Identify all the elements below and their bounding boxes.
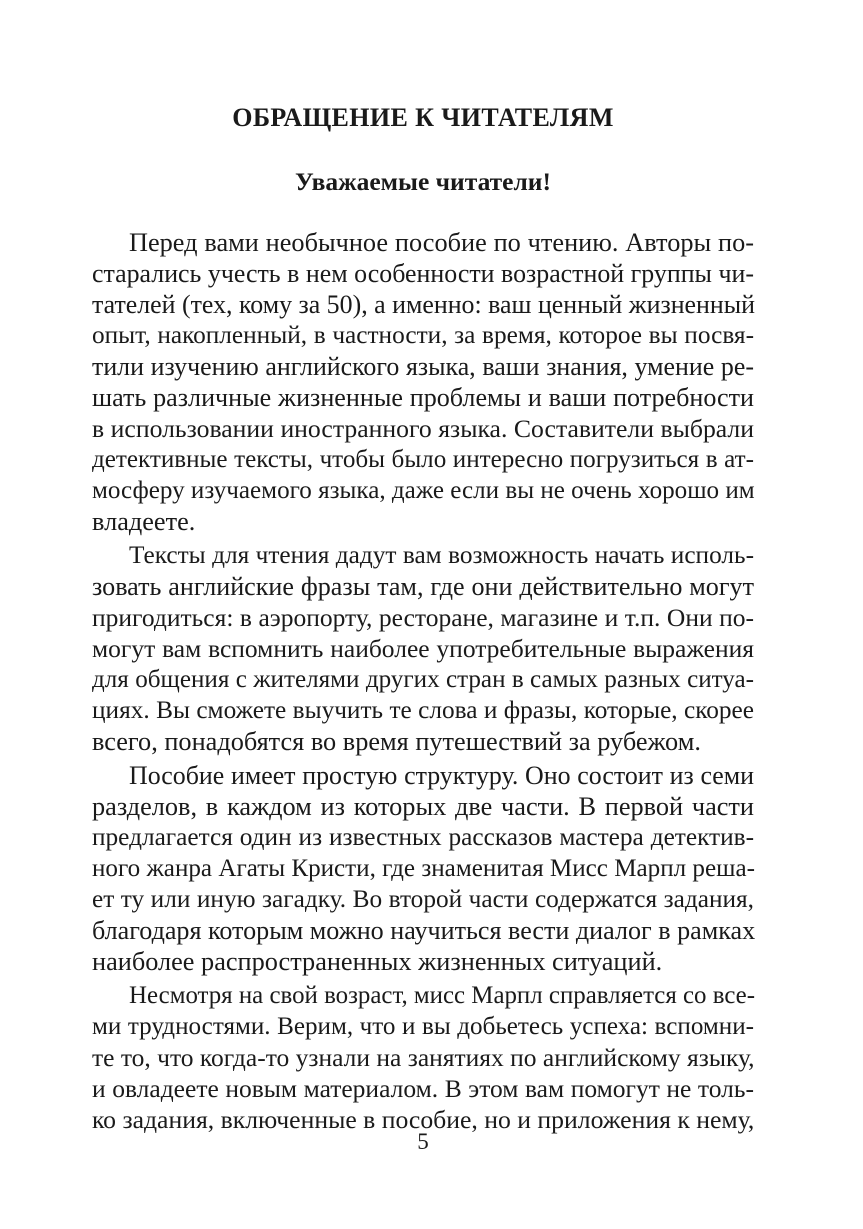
- text-line: ми трудностями. Верим, что и вы добьетесь успеха: вспомни-: [92, 1013, 754, 1040]
- text-line: ет ту или иную загадку. Во второй части содержатся задания,: [92, 885, 754, 913]
- paragraph: [92, 227, 754, 537]
- text-line: Несмотря на свой возраст, мисс Марпл справляется со все-: [129, 982, 756, 1009]
- text-line: Перед вами необычное пособие по чтению. Авторы по-: [129, 228, 754, 257]
- text-line: наиболее распространенных жизненных ситуаций.: [92, 947, 663, 976]
- text-line: шать различные жизненные проблемы и ваши потребности: [92, 383, 754, 412]
- text-line: мосферу изучаемого языка, даже если вы не очень хорошо им: [92, 477, 755, 504]
- text-line: владеете.: [92, 507, 196, 536]
- text-line: ного жанра Агаты Кристи, где знаменитая Мисс Марпл реша-: [92, 855, 755, 882]
- text-line: в использовании иностранного языка. Составители выбрали: [92, 414, 754, 443]
- text-line: ко задания, включенные в пособие, но и приложения к нему,: [92, 1105, 755, 1134]
- text-line: разделов, в каждом из которых две части. В первой части: [92, 792, 754, 821]
- text-line: всего, понадобятся во время путешествий за рубежом.: [92, 727, 701, 756]
- text-line: для общения с жителями других стран в самых разных ситуа-: [92, 666, 754, 693]
- text-line: детективные тексты, чтобы было интересно погрузиться в ат-: [92, 446, 754, 473]
- text-line: те то, что когда-то узнали на занятиях по английскому языку,: [92, 1043, 755, 1072]
- text-line: зовать английские фразы там, где они действительно могут: [92, 572, 754, 601]
- text-line: циях. Вы сможете выучить те слова и фразы, которые, скорее: [92, 696, 754, 724]
- paragraph: [92, 980, 754, 1135]
- text-line: пригодиться: в аэропорту, ресторане, магазине и т.п. Они по-: [92, 603, 754, 632]
- text-line: и овладеете новым материалом. В этом вам помогут не толь-: [92, 1074, 754, 1103]
- text-line: могут вам вспомнить наиболее употребительные выражения: [92, 634, 754, 663]
- paragraph: [92, 760, 754, 977]
- text-line: опыт, накопленный, в частности, за время, которое вы посвя-: [92, 321, 754, 349]
- text-line: старались учесть в нем особенности возрастной группы чи-: [92, 259, 754, 288]
- salutation: Уважаемые читатели!: [294, 167, 551, 196]
- text-line: Тексты для чтения дадут вам возможность начать исполь-: [129, 541, 754, 569]
- text-line: предлагается один из известных рассказов мастера детектив-: [92, 823, 754, 851]
- text-line: тателей (тех, кому за 50), а именно: ваш ценный жизненный: [92, 290, 756, 319]
- text-line: благодаря которым можно научиться вести диалог в рамках: [92, 916, 756, 945]
- paragraph: [92, 540, 754, 757]
- text-line: Пособие имеет простую структуру. Оно состоит из семи: [129, 761, 754, 790]
- page-heading: ОБРАЩЕНИЕ К ЧИТАТЕЛЯМ: [232, 103, 614, 132]
- page-number: 5: [417, 1129, 429, 1154]
- text-line: тили изучению английского языка, ваши знания, умение ре-: [92, 352, 754, 381]
- book-page: [92, 0, 754, 1229]
- body-text: [92, 227, 754, 1135]
